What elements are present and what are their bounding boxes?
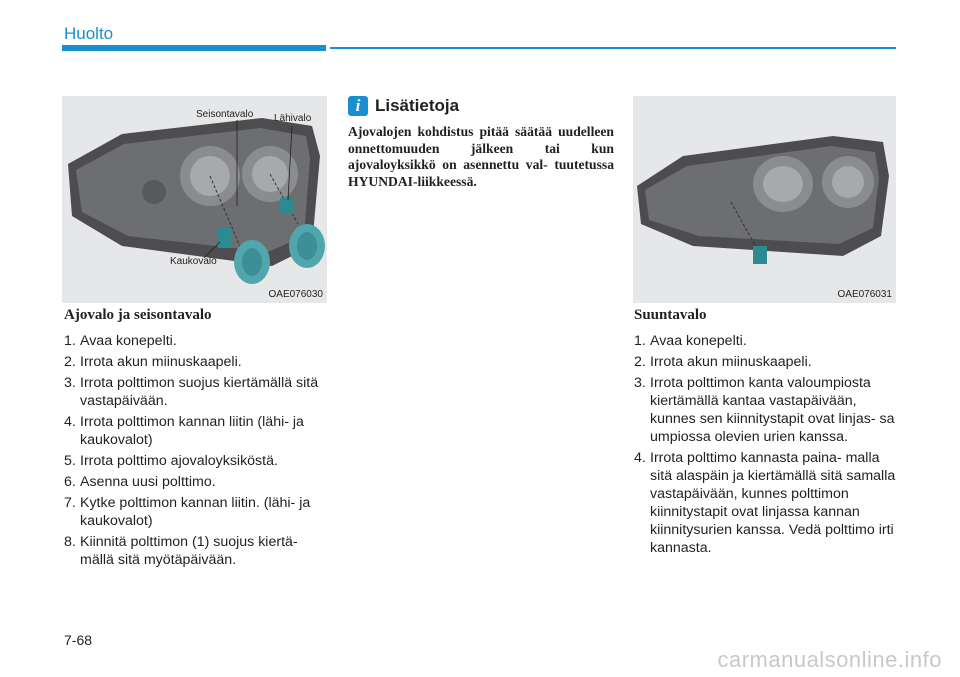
headlamp-illustration-right xyxy=(633,96,896,303)
list-item: 6. Asenna uusi polttimo. xyxy=(64,474,216,490)
callout-high-beam: Kaukovalo xyxy=(170,256,217,267)
steps-list-headlamp xyxy=(64,332,326,572)
section-header-title: Huolto xyxy=(64,24,114,43)
list-item: 1. Avaa konepelti. xyxy=(64,333,177,349)
info-text: Ajovalojen kohdistus pitää säätää uudelleen onnettomuuden jälkeen tai kun ajovaloyksikkö on asennettu val- tuutetussa HYUNDAI-liikkeessä. xyxy=(348,124,614,189)
section-title-headlamp: Ajovalo ja seisontavalo xyxy=(64,307,212,323)
header-rule-thick xyxy=(62,45,326,51)
watermark: carmanualsonline.info xyxy=(717,647,942,672)
list-item: 3. Irrota polttimon suojus kiertämällä sitä vastapäivään. xyxy=(64,375,319,409)
list-item: 8. Kiinnitä polttimon (1) suojus kiertä- mällä sitä myötäpäivään. xyxy=(64,534,298,568)
steps-list-turn-signal xyxy=(634,332,896,560)
callout-parking-light: Seisontavalo xyxy=(196,109,254,120)
figure-code: OAE076030 xyxy=(268,289,323,300)
header-rule-thin xyxy=(330,47,896,49)
callout-low-beam: Lähivalo xyxy=(274,113,312,124)
list-item: 4. Irrota polttimon kannan liitin (lähi- ja kaukovalot) xyxy=(64,414,304,448)
list-item: 7. Kytke polttimon kannan liitin. (lähi- ja kaukovalot) xyxy=(64,495,311,529)
list-item: 4. Irrota polttimo kannasta paina- malla sitä alaspäin ja kiertämällä sitä samalla vastapäivään, kunnes polttimon kiinnitystapit ovat linjassa kannan kiinnitysurien kanssa. Vedä polttimo irti kannasta. xyxy=(634,450,896,556)
list-item: 2. Irrota akun miinuskaapeli. xyxy=(634,354,812,370)
list-item: 1. Avaa konepelti. xyxy=(634,333,747,349)
page-number: 7-68 xyxy=(64,632,93,648)
section-title-turn-signal: Suuntavalo xyxy=(634,307,707,323)
list-item: 3. Irrota polttimon kanta valoumpiosta kiertämällä kantaa vastapäivään, kunnes sen kiinnitystapit ovat linjas- sa umpiossa olevien urien kanssa. xyxy=(634,375,895,445)
info-heading: Lisätietoja xyxy=(375,96,460,115)
list-item: 5. Irrota polttimo ajovaloyksiköstä. xyxy=(64,453,278,469)
headlamp-illustration-left xyxy=(62,96,327,303)
info-icon: i xyxy=(348,96,368,116)
list-item: 2. Irrota akun miinuskaapeli. xyxy=(64,354,242,370)
figure-code: OAE076031 xyxy=(837,289,892,300)
